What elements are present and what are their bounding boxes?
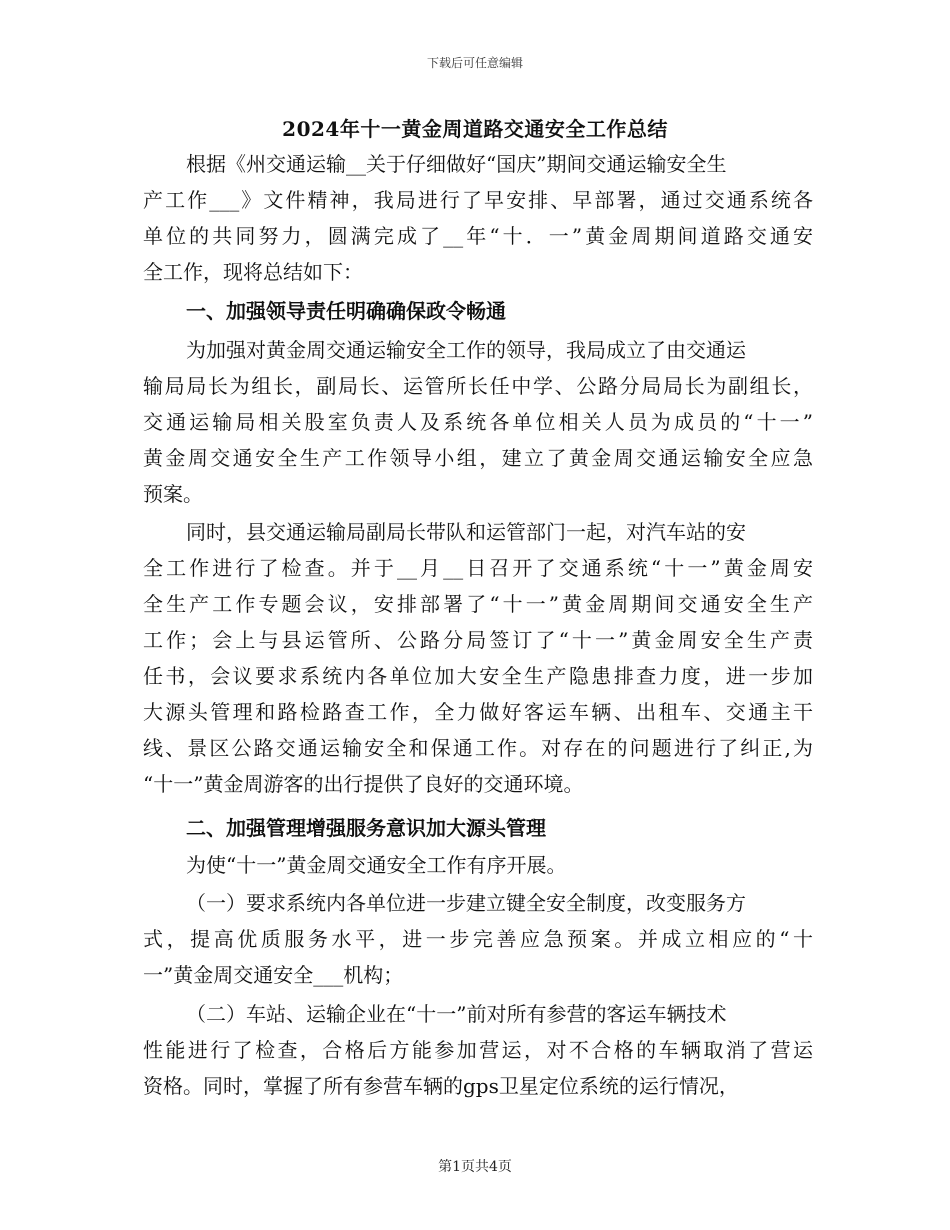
paragraph-line: 线、景区公路交通运输安全和保通工作。对存在的问题进行了纠正,为: [143, 736, 813, 760]
paragraph-line: 同时，县交通运输局副局长带队和运管部门一起，对汽车站的安: [186, 520, 746, 544]
paragraph-line: 全工作，现将总结如下：: [143, 260, 363, 284]
page-footer: 第1页共4页: [438, 1159, 512, 1175]
paragraph-line: 为使“十一”黄金周交通安全工作有序开展。: [186, 853, 567, 877]
paragraph-line: 大源头管理和路检路查工作，全力做好客运车辆、出租车、交通主干: [143, 700, 813, 724]
paragraph-line: 交通运输局相关股室负责人及系统各单位相关人员为成员的“十一”: [143, 410, 813, 434]
paragraph-line: 单位的共同努力，圆满完成了__年“十．一”黄金周期间道路交通安: [143, 224, 813, 248]
paragraph-line: “十一”黄金周游客的出行提供了良好的交通环境。: [143, 772, 584, 796]
paragraph-line: 预案。: [143, 482, 203, 506]
paragraph-line: 任书，会议要求系统内各单位加大安全生产隐患排查力度，进一步加: [143, 664, 813, 688]
document-title: 2024年十一黄金周道路交通安全工作总结: [282, 117, 668, 141]
section-heading-1: 一、加强领导责任明确确保政令畅通: [186, 299, 506, 323]
paragraph-line: 全工作进行了检查。并于__月__日召开了交通系统“十一”黄金周安: [143, 556, 813, 580]
paragraph-line: 资格。同时，掌握了所有参营车辆的gps卫星定位系统的运行情况，: [143, 1074, 739, 1098]
paragraph-line: 全生产工作专题会议，安排部署了“十一”黄金周期间交通安全生产: [143, 592, 813, 616]
paragraph-line: 产工作___》文件精神，我局进行了早安排、早部署，通过交通系统各: [143, 188, 813, 212]
paragraph-line: 一”黄金周交通安全___机构；: [143, 963, 404, 987]
paragraph-line: 根据《州交通运输__关于仔细做好“国庆”期间交通运输安全生: [186, 152, 727, 176]
page-header-note: 下载后可任意编辑: [426, 56, 523, 70]
paragraph-line: 式，提高优质服务水平，进一步完善应急预案。并成立相应的“十: [143, 927, 813, 951]
section-heading-2: 二、加强管理增强服务意识加大源头管理: [186, 816, 546, 840]
paragraph-line: 输局局长为组长，副局长、运管所长任中学、公路分局局长为副组长，: [143, 374, 813, 398]
paragraph-line: （二）车站、运输企业在“十一”前对所有参营的客运车辆技术: [186, 1002, 727, 1026]
paragraph-line: 黄金周交通安全生产工作领导小组，建立了黄金周交通运输安全应急: [143, 446, 813, 470]
paragraph-line: 性能进行了检查，合格后方能参加营运，对不合格的车辆取消了营运: [143, 1038, 813, 1062]
paragraph-line: 为加强对黄金周交通运输安全工作的领导，我局成立了由交通运: [186, 338, 746, 362]
paragraph-line: （一）要求系统内各单位进一步建立键全安全制度，改变服务方: [186, 891, 746, 915]
paragraph-line: 工作；会上与县运管所、公路分局签订了“十一”黄金周安全生产责: [143, 628, 813, 652]
